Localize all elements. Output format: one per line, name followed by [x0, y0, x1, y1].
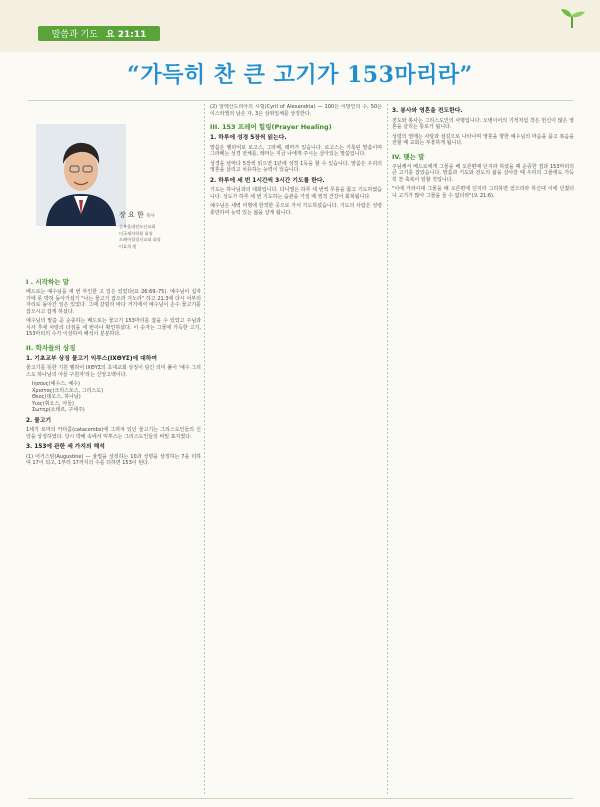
paragraph: 예수님의 말씀 곧 순종하는 베드로는 물고기 153마리를 잡을 수 있었고 주님과 식사 후에 사랑의 다짐을 세 번이나 확인하셨다. 이 숫자는 그물에 가득한 고기, 153마리의 수가 이상하여 해석이 분분하다. — [26, 318, 201, 337]
section-heading-3: III. 153 프레어 힐링(Prayer Healing) — [210, 123, 332, 131]
paragraph: (1) 어거스틴(Augustine) — 율법을 상징하는 10과 성령을 상징하는 7을 더하여 17이 되고, 1부터 17까지의 수를 더하면 153이 된다. — [26, 453, 201, 466]
author-info-line: 프레어힐링선교회 회장 — [119, 237, 161, 242]
author-title: 목사 — [145, 214, 155, 219]
paragraph: 전도와 봉사는 그리스도인의 사명입니다. 오병이어의 기적처럼 작은 헌신이 많은 영혼을 살리는 통로가 됩니다. — [392, 117, 574, 130]
subheading: 2. 하루에 세 번 1시간씩 3시간 기도를 한다. — [210, 177, 325, 184]
paragraph: (2) 알렉산드리아의 시릴(Cyril of Alexandria) — 100은 이방인의 수, 50은 이스라엘의 남은 자, 3은 삼위일체를 상징한다. — [210, 104, 382, 117]
section-heading-2: II. 학자들의 상징 — [26, 343, 76, 352]
paragraph: "이에 가라사대 그물을 배 오른편에 던지라 그리하면 얻으리라 하신대 이에 던졌더니 고기가 많아 그물을 들 수 없더라"(요 21:6). — [392, 186, 574, 199]
author-photo — [36, 124, 126, 226]
paragraph: 성령의 열매는 사랑과 섬김으로 나타나며 영혼을 향한 예수님의 마음을 품고 복음을 전할 때 교회는 부흥하게 됩니다. — [392, 133, 574, 146]
article-title: “가득히 찬 큰 고기가 153마리라” — [127, 62, 473, 88]
author-info — [119, 224, 201, 250]
sprout-icon — [557, 6, 587, 28]
author-name: 장 요 한 — [119, 211, 144, 219]
list-item: Θεος(데오스, 하나님) — [32, 394, 81, 400]
subheading: 1. 기초교부 상징 물고기 익투스(ΙΧΘΥΣ)에 대하여 — [26, 355, 157, 362]
author-portrait-icon — [36, 124, 126, 226]
section-tag-label: 말씀과 기도 — [51, 30, 98, 40]
footer-divider — [28, 798, 573, 799]
subheading: 3. 153에 관한 세 가지의 해석 — [26, 444, 105, 450]
paragraph: 1세기 로마의 카타콤(catacombs)에 그려져 있던 물고기는 그리스도인들의 신앙을 상징하였다. 당시 박해 속에서 익투스는 그리스도인들의 비밀 표지였다. — [26, 427, 201, 440]
author-info-line: 미국제자학원 회장 — [119, 230, 153, 236]
paragraph: 말씀은 헬라어로 로고스, 그라페, 레마가 있습니다. 로고스는 기록된 말씀이며 그라페는 성경 전체를, 레마는 지금 나에게 주시는 살아있는 말씀입니다. — [210, 144, 382, 157]
section-tag — [38, 26, 160, 41]
title-divider — [28, 100, 573, 101]
list-item: Σωτηρ(소테르, 구세주) — [32, 407, 85, 413]
subheading: 3. 봉사와 영혼을 전도한다. — [392, 108, 463, 114]
list-item: Ιησους(예수스, 예수) — [32, 381, 80, 387]
paragraph: 성경을 날마다 5장씩 읽으면 1년에 성경 1독을 할 수 있습니다. 말씀은 우리의 영혼을 살리고 치유하는 능력이 있습니다. — [210, 160, 382, 173]
list-item: Υιος(휘오스, 아들) — [32, 400, 74, 407]
author-info-line: 순복음대전도산교회 — [119, 224, 156, 229]
author-name-line — [119, 210, 201, 220]
paragraph: 기도는 하나님과의 대화입니다. 다니엘은 하루 세 번씩 무릎을 꿇고 기도하였습니다. 성도가 하루 세 번 기도하는 습관을 가질 때 영적 건강이 회복됩니다. — [210, 187, 382, 200]
column-divider — [204, 104, 205, 794]
list-item: Χριστος(크리스토스, 그리스도) — [32, 387, 104, 394]
paragraph: 베드로는 예수님을 세 번 부인한 고 일은 있었다(요 26:69–75). 예수님이 십자가에 못 박혀 돌아가셨기 "나는 물고기 잡으러 가노라" 하고 21:3에 다시 어부의 자리로 돌아간 일은 있었다. 그때 갈릴리 바다 거기에서 예수님이 손수 물고기를 잡으시고 잡게 하셨다. — [26, 289, 201, 315]
paragraph: 물고기를 뜻한 기원 헬라어 ΙΧΘΥΣ의 초대교회 상징이 담긴 의미 풀이 '예수 그리스도 하나님의 아들 구원자'라는 신앙고백이다. — [26, 365, 201, 378]
column-3 — [392, 104, 574, 794]
greek-acronym-list — [32, 381, 201, 414]
section-heading-4: IV. 맺는 말 — [392, 152, 425, 161]
column-divider — [387, 104, 388, 794]
column-2 — [210, 104, 382, 794]
subheading: 1. 하루에 성경 5장씩 읽는다. — [210, 135, 287, 141]
author-byline — [119, 210, 201, 250]
column-1 — [26, 106, 201, 470]
paragraph: 주님께서 베드로에게 그물을 배 오른편에 던지라 하셨을 때 순종한 결과 153마리의 큰 고기를 잡았습니다. 말씀과 기도와 전도의 삶을 살아갈 때 우리의 그물에도 가득히 찬 축복이 임할 것입니다. — [392, 163, 574, 183]
author-info-line: 이효희 원 — [119, 243, 137, 249]
paragraph: 예수님은 새벽 미명에 한적한 곳으로 가서 기도하셨습니다. 기도의 사람은 성령 충만하여 능력 있는 삶을 살게 됩니다. — [210, 203, 382, 216]
section-heading-1: I . 시작하는 말 — [26, 278, 70, 286]
subheading: 2. 물고기 — [26, 417, 52, 424]
scripture-reference: 요 21:11 — [105, 30, 147, 40]
